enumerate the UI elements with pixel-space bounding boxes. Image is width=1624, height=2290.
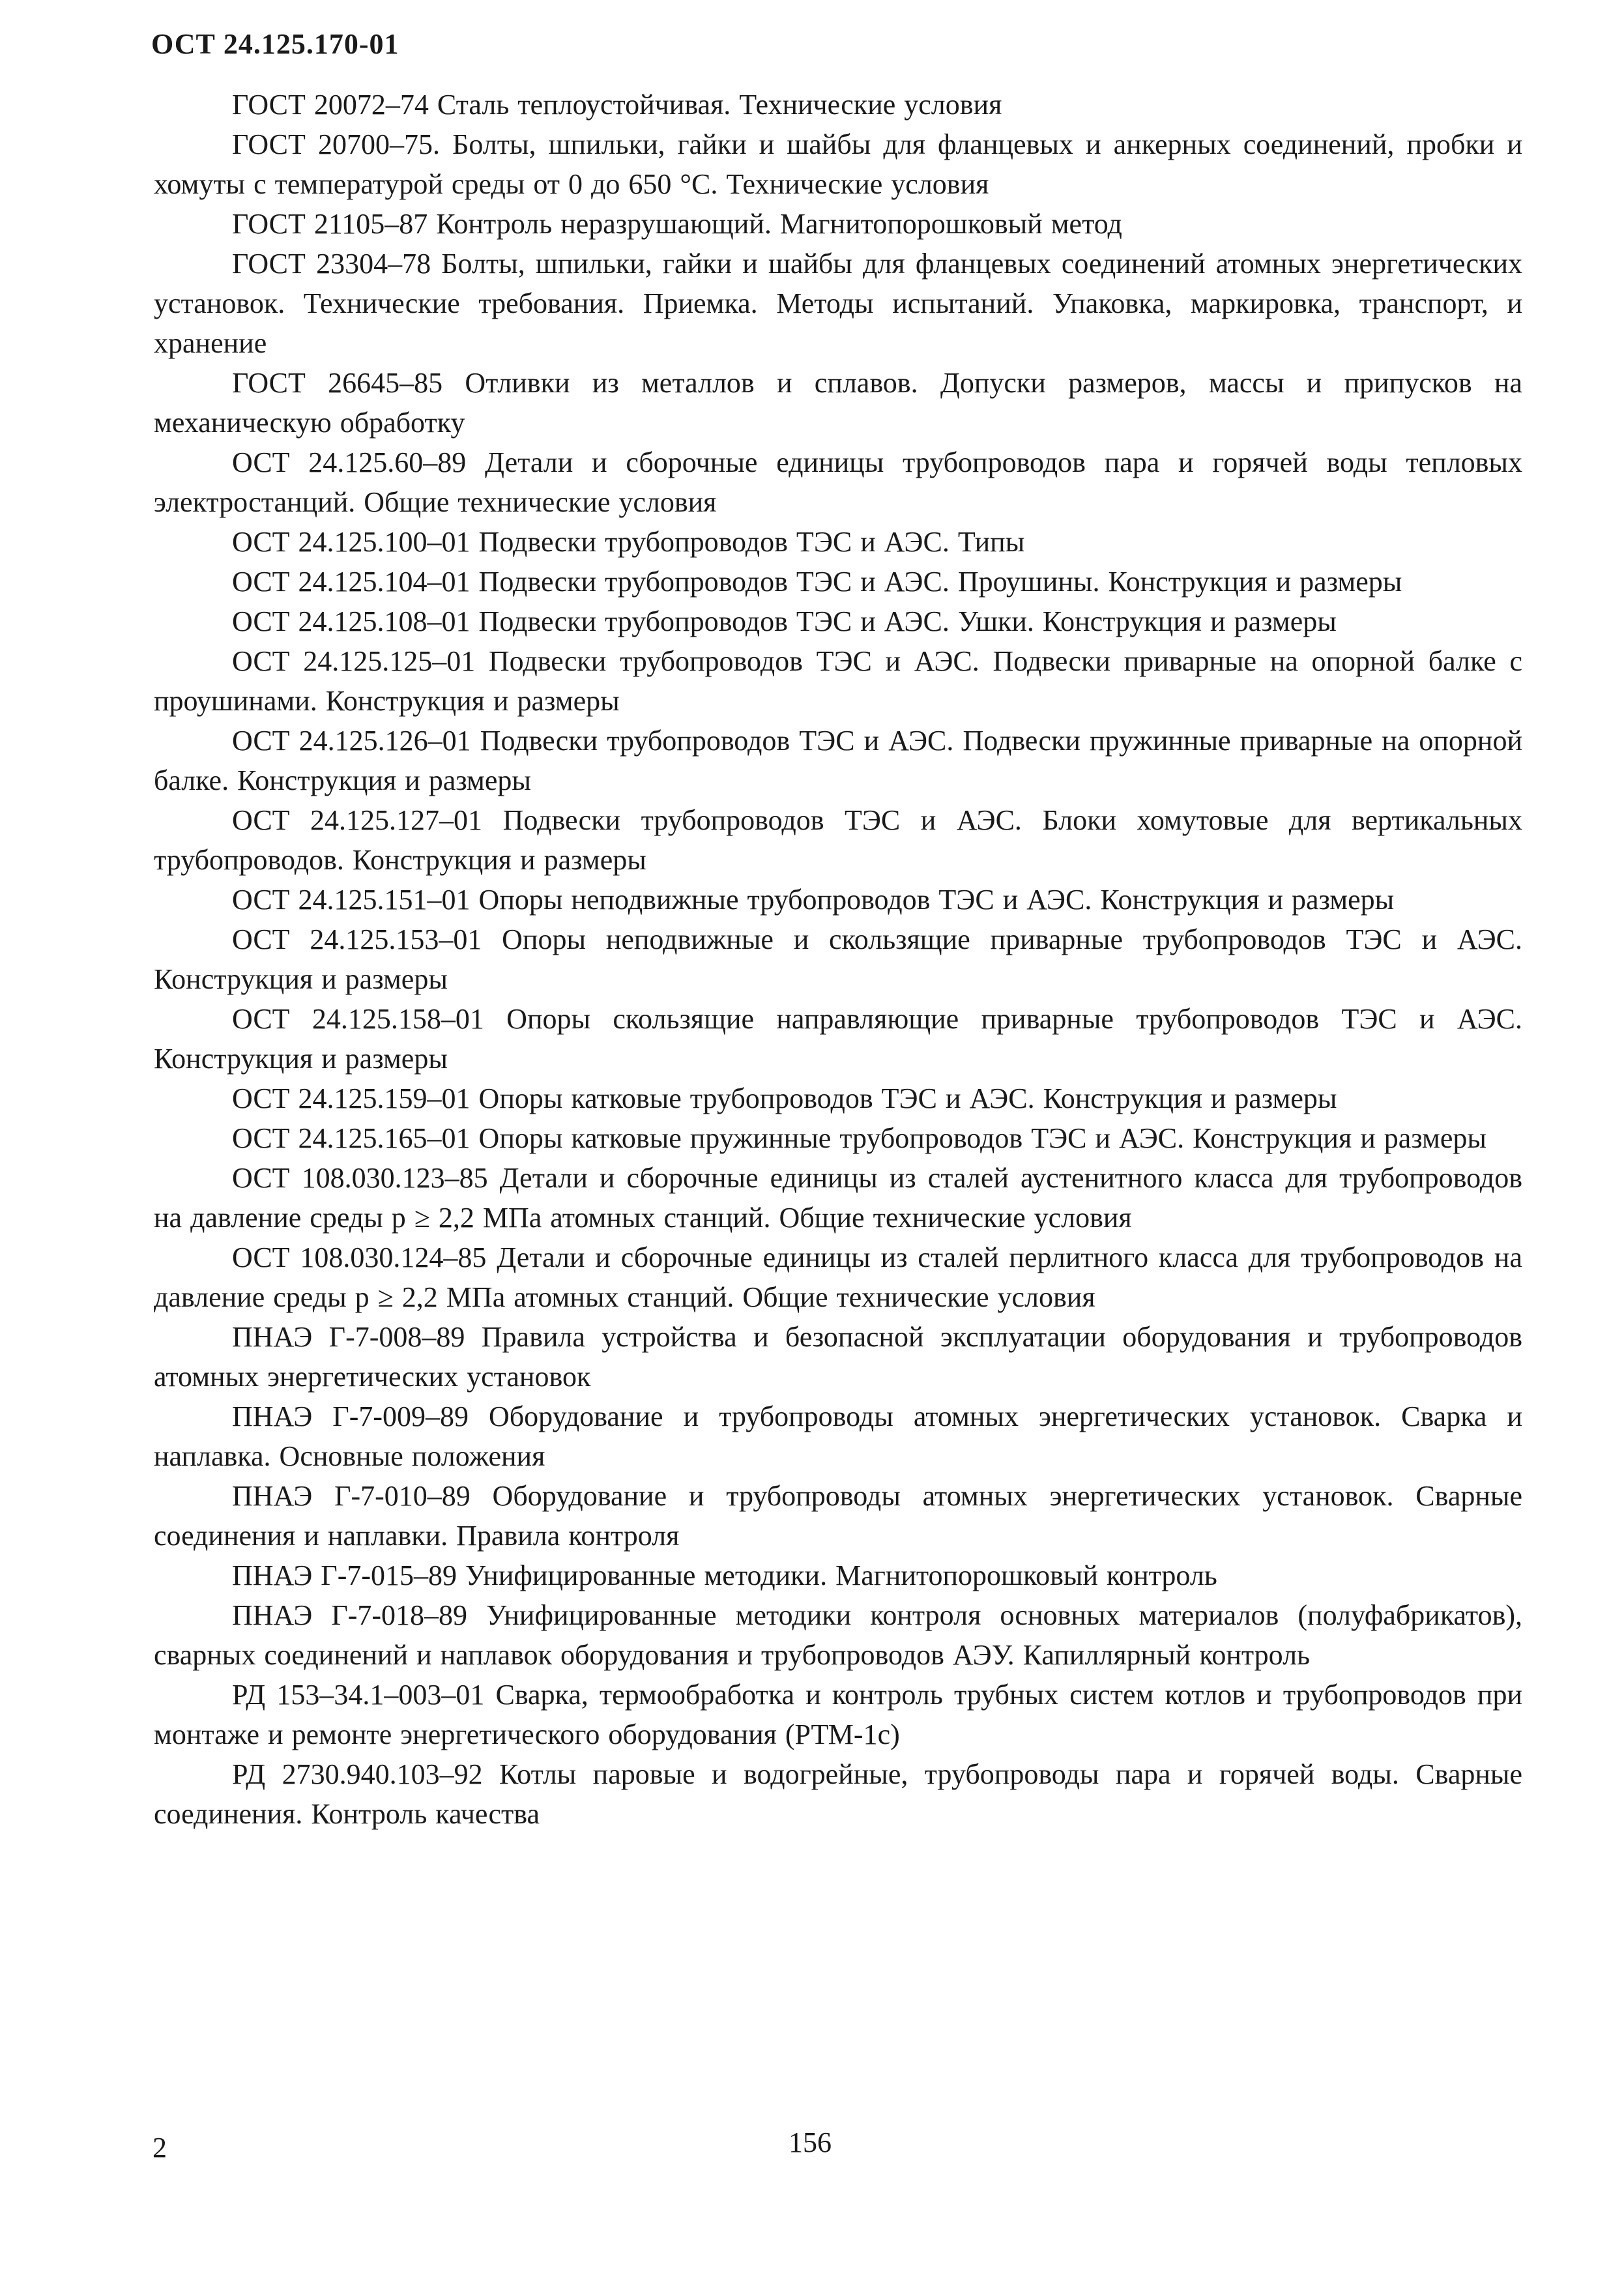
reference-entry: ОСТ 24.125.126–01 Подвески трубопроводов ТЭС и АЭС. Подвески пружинные приварные на опорной балке. Конструкция и размеры xyxy=(154,725,1522,796)
document-header: ОСТ 24.125.170-01 xyxy=(151,28,399,60)
reference-entry: ПНАЭ Г-7-015–89 Унифицированные методики. Магнитопорошковый контроль xyxy=(232,1559,1217,1591)
reference-entry: ОСТ 24.125.165–01 Опоры катковые пружинные трубопроводов ТЭС и АЭС. Конструкция и размеры xyxy=(232,1122,1486,1154)
reference-entry: ОСТ 24.125.158–01 Опоры скользящие направляющие приварные трубопроводов ТЭС и АЭС. Конструкция и размеры xyxy=(154,1003,1522,1075)
reference-entry: ГОСТ 26645–85 Отливки из металлов и сплавов. Допуски размеров, массы и припусков на механическую обработку xyxy=(154,367,1522,439)
reference-list xyxy=(154,85,1522,1834)
reference-entry: ОСТ 24.125.104–01 Подвески трубопроводов ТЭС и АЭС. Проушины. Конструкция и размеры xyxy=(232,566,1402,598)
reference-entry: ОСТ 24.125.125–01 Подвески трубопроводов ТЭС и АЭС. Подвески приварные на опорной балке с проушинами. Конструкция и размеры xyxy=(154,645,1522,717)
reference-entry: ОСТ 24.125.60–89 Детали и сборочные единицы трубопроводов пара и горячей воды тепловых электростанций. Общие технические условия xyxy=(154,446,1522,518)
reference-entry: ПНАЭ Г-7-018–89 Унифицированные методики контроля основных материалов (полуфабрикатов), сварных соединений и наплавок оборудования и трубопроводов АЭУ. Капиллярный контроль xyxy=(154,1599,1522,1671)
footer-sheet-number: 2 xyxy=(152,2132,167,2164)
reference-entry: ПНАЭ Г-7-009–89 Оборудование и трубопроводы атомных энергетических установок. Сварка и наплавка. Основные положения xyxy=(154,1400,1522,1472)
reference-entry: ГОСТ 20072–74 Сталь теплоустойчивая. Технические условия xyxy=(232,89,1002,121)
reference-entry: ОСТ 24.125.151–01 Опоры неподвижные трубопроводов ТЭС и АЭС. Конструкция и размеры xyxy=(232,884,1395,916)
reference-entry: ОСТ 108.030.123–85 Детали и сборочные единицы из сталей аустенитного класса для трубопроводов на давление среды p ≥ 2,2 МПа атомных станций. Общие технические условия xyxy=(154,1162,1522,1234)
reference-entry: ОСТ 24.125.127–01 Подвески трубопроводов ТЭС и АЭС. Блоки хомутовые для вертикальных трубопроводов. Конструкция и размеры xyxy=(154,804,1522,876)
reference-entry: ГОСТ 23304–78 Болты, шпильки, гайки и шайбы для фланцевых соединений атомных энергетических установок. Технические требования. Приемка. Методы испытаний. Упаковка, маркировка, транспорт, и хранение xyxy=(154,248,1522,359)
reference-entry: ОСТ 24.125.153–01 Опоры неподвижные и скользящие приварные трубопроводов ТЭС и АЭС. Конструкция и размеры xyxy=(154,923,1522,995)
reference-entry: ОСТ 24.125.108–01 Подвески трубопроводов ТЭС и АЭС. Ушки. Конструкция и размеры xyxy=(232,605,1337,637)
reference-entry: ОСТ 24.125.100–01 Подвески трубопроводов ТЭС и АЭС. Типы xyxy=(232,526,1025,558)
reference-entry: РД 2730.940.103–92 Котлы паровые и водогрейные, трубопроводы пара и горячей воды. Сварные соединения. Контроль качества xyxy=(154,1758,1522,1830)
reference-entry: ОСТ 24.125.159–01 Опоры катковые трубопроводов ТЭС и АЭС. Конструкция и размеры xyxy=(232,1082,1337,1114)
reference-entry: ПНАЭ Г-7-010–89 Оборудование и трубопроводы атомных энергетических установок. Сварные соединения и наплавки. Правила контроля xyxy=(154,1480,1522,1552)
reference-entry: ГОСТ 20700–75. Болты, шпильки, гайки и шайбы для фланцевых и анкерных соединений, пробки и хомуты с температурой среды от 0 до 650 °С. Технические условия xyxy=(154,128,1522,200)
reference-entry: РД 153–34.1–003–01 Сварка, термообработка и контроль трубных систем котлов и трубопроводов при монтаже и ремонте энергетического оборудования (РТМ-1с) xyxy=(154,1679,1522,1750)
reference-entry: ГОСТ 21105–87 Контроль неразрушающий. Магнитопорошковый метод xyxy=(232,208,1122,240)
reference-entry: ОСТ 108.030.124–85 Детали и сборочные единицы из сталей перлитного класса для трубопроводов на давление среды p ≥ 2,2 МПа атомных станций. Общие технические условия xyxy=(154,1241,1522,1313)
footer-page-number: 156 xyxy=(789,2126,832,2158)
reference-entry: ПНАЭ Г-7-008–89 Правила устройства и безопасной эксплуатации оборудования и трубопроводов атомных энергетических установок xyxy=(154,1321,1522,1393)
